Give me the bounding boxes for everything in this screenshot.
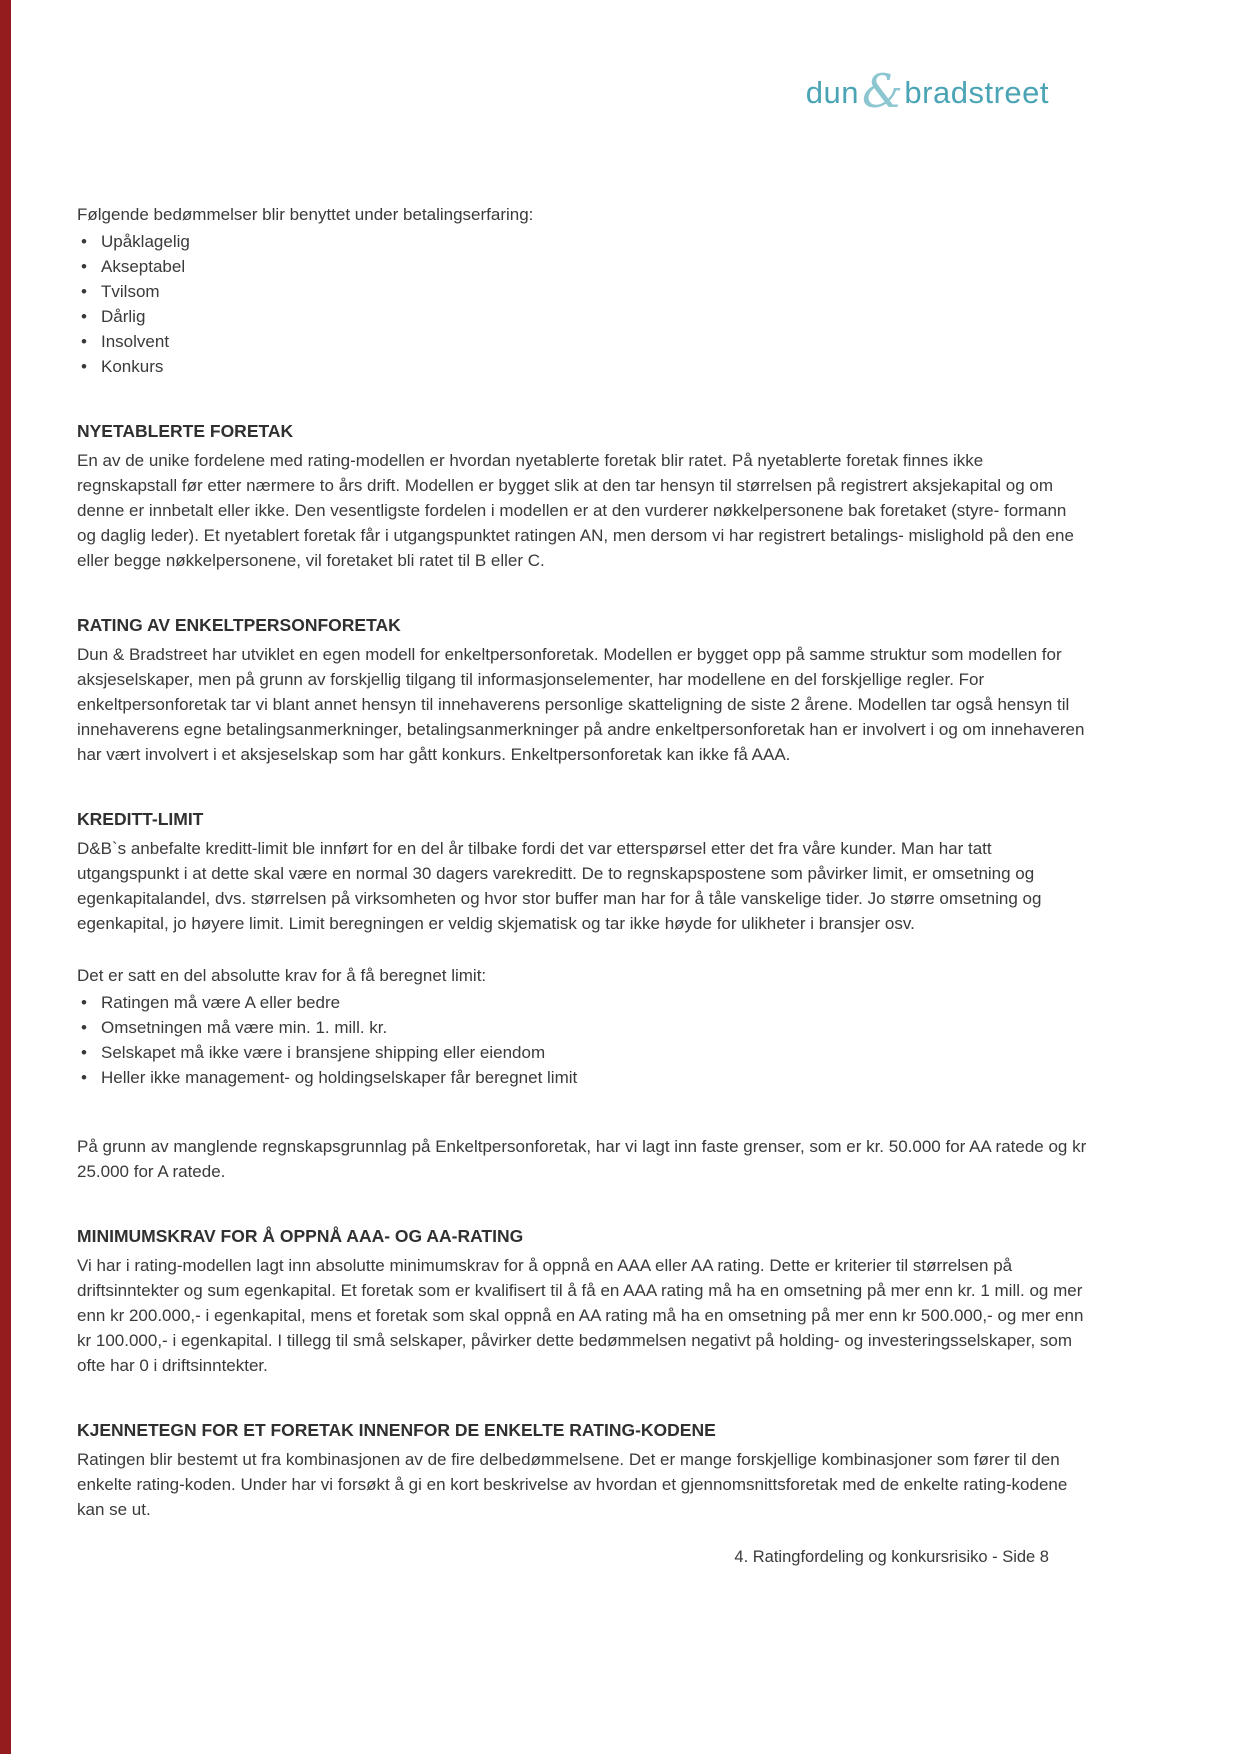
list-item: • Insolvent [77,329,1087,354]
list-item: • Konkurs [77,354,1087,379]
logo-text-dun: dun [805,75,859,110]
list-item: • Selskapet må ikke være i bransjene shipping eller eiendom [77,1040,1087,1065]
limit-follow-up-paragraph: På grunn av manglende regnskapsgrunnlag på Enkeltpersonforetak, har vi lagt inn faste grenser, som er kr. 50.000 for AA ratede og kr 25.000 for A ratede. [77,1137,1087,1181]
intro-lead: Følgende bedømmelser blir benyttet under betalingserfaring: [77,205,534,224]
section-nyetablerte-foretak [77,419,1087,573]
list-item: • Omsetningen må være min. 1. mill. kr. [77,1015,1087,1040]
dun-bradstreet-logo [805,64,1049,118]
limit-requirements-lead: Det er satt en del absolutte krav for å få beregnet limit: [77,966,487,985]
left-accent-stripe [0,0,11,1754]
list-item: • Tvilsom [77,279,1087,304]
section-paragraph: Ratingen blir bestemt ut fra kombinasjonen av de fire delbedømmelsene. Det er mange forskjellige kombinasjoner som fører til den enkelte rating-koden. Under har vi forsøkt å gi en kort beskrivelse av hvordan et gjennomsnittsforetak med de enkelte rating-kodene kan se ut. [77,1450,1068,1519]
intro-block [77,202,1087,379]
list-item: • Ratingen må være A eller bedre [77,990,1087,1015]
list-item: • Dårlig [77,304,1087,329]
section-title: MINIMUMSKRAV FOR Å OPPNÅ AAA- OG AA-RATING [77,1226,524,1246]
payment-experience-list [77,229,1087,379]
logo-ampersand-icon: & [861,64,904,118]
limit-requirements-list [77,990,1087,1090]
section-title: KREDITT-LIMIT [77,809,204,829]
section-paragraph: D&B`s anbefalte kreditt-limit ble innført for en del år tilbake fordi det var etterspørsel etter det fra våre kunder. Man har tatt utgangspunkt i at dette skal være en normal 30 dagers varekreditt. De to regnskapspostene som påvirker limit, er omsetning og egenkapitalandel, dvs. størrelsen på virksomheten og hvor stor buffer man har for å tåle vanskelige tider. Jo større omsetning og egenkapital, jo høyere limit. Limit beregningen er veldig skjematisk og tar ikke høyde for ulikheter i bransjer osv. [77,839,1042,933]
section-paragraph: En av de unike fordelene med rating-modellen er hvordan nyetablerte foretak blir ratet. På nyetablerte foretak finnes ikke regnskapstall før etter nærmere to års drift. Modellen er bygget slik at den tar hensyn til størrelsen på registrert aksjekapital og om denne er innbetalt eller ikke. Den vesentligste fordelen i modellen er at den vurderer nøkkelpersonene bak foretaket (styre- formann og daglig leder). Et nyetablert foretak får i utgangspunktet ratingen AN, men dersom vi har registrert betalings- mislighold på den ene eller begge nøkkelpersonene, vil foretaket bli ratet til B eller C. [77,451,1074,570]
section-title: RATING AV ENKELTPERSONFORETAK [77,615,401,635]
page-footer: 4. Ratingfordeling og konkursrisiko - Side 8 [734,1548,1049,1566]
list-item: • Akseptabel [77,254,1087,279]
section-kjennetegn [77,1418,1087,1522]
logo-text-bradstreet: bradstreet [904,75,1049,110]
document-body [77,202,1087,1522]
section-title: NYETABLERTE FORETAK [77,421,294,441]
section-paragraph: Vi har i rating-modellen lagt inn absolutte minimumskrav for å oppnå en AAA eller AA rating. Dette er kriterier til størrelsen på driftsinntekter og sum egenkapital. Et foretak som er kvalifisert til å få en AAA rating må ha en omsetning på mer enn kr. 1 mill. og mer enn kr 200.000,- i egenkapital, mens et foretak som skal oppnå en AA rating må ha en omsetning på mer enn kr 500.000,- og mer enn kr 100.000,- i egenkapital. I tillegg til små selskaper, påvirker dette bedømmelsen negativt på holding- og investeringsselskaper, som ofte har 0 i driftsinntekter. [77,1256,1084,1375]
section-kreditt-limit [77,807,1087,1184]
section-paragraph: Dun & Bradstreet har utviklet en egen modell for enkeltpersonforetak. Modellen er bygget opp på samme struktur som modellen for aksjeselskaper, men på grunn av forskjellig tilgang til informasjonselementer, har modellene en del forskjellige regler. For enkeltpersonforetak tar vi blant annet hensyn til innehaverens personlige skatteligning de siste 2 årene. Modellen tar også hensyn til innehaverens egne betalingsanmerkninger, betalingsanmerkninger på andre enkeltpersonforetak han er involvert i og om innehaveren har vært involvert i et aksjeselskap som har gått konkurs. Enkeltpersonforetak kan ikke få AAA. [77,645,1085,764]
section-title: KJENNETEGN FOR ET FORETAK INNENFOR DE ENKELTE RATING-KODENE [77,1420,716,1440]
list-item: • Heller ikke management- og holdingselskaper får beregnet limit [77,1065,1087,1090]
section-minimumskrav [77,1224,1087,1378]
list-item: • Upåklagelig [77,229,1087,254]
section-rating-enkeltpersonforetak [77,613,1087,767]
